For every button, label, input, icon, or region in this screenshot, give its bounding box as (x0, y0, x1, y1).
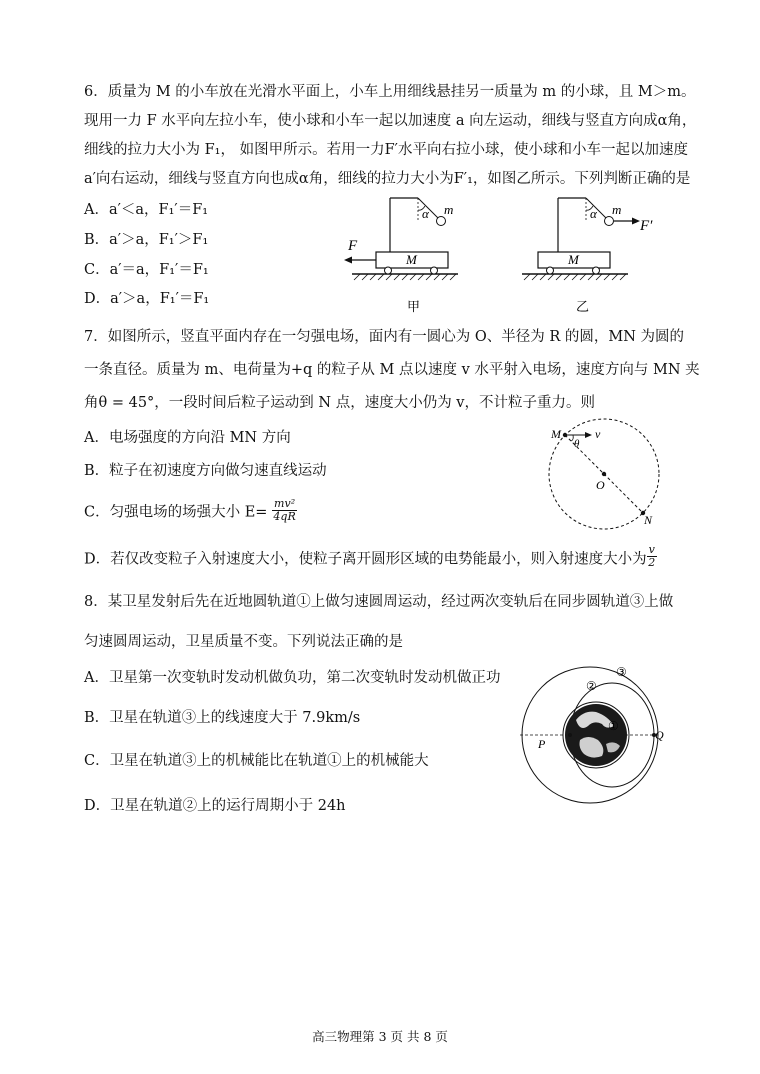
q6-option-a: A．a′＜a，F₁′＝F₁ (84, 202, 209, 218)
q6-figure-jia (340, 190, 470, 320)
svg-text:M: M (568, 252, 579, 267)
q7-stem-line-3: 角θ = 45°，一段时间后粒子运动到 N 点，速度大小仍为 v，不计粒子重力。则 (84, 395, 596, 411)
caption-jia: 甲 (407, 300, 421, 315)
velocity-label: v (595, 427, 601, 441)
point-m-label: M (551, 427, 561, 441)
angle-label: α (422, 206, 429, 221)
orbit-2-label: ② (586, 679, 597, 693)
q6-stem-line-3: 细线的拉力大小为 F₁， 如图甲所示。若用一力F′水平向右拉小球，使小球和小车一起以加速度 (84, 142, 688, 158)
page-footer: 高三物理第 3 页 共 8 页 (312, 1029, 448, 1044)
point-p-label: P (538, 737, 546, 751)
ball (437, 217, 446, 226)
caption-yi: 乙 (576, 300, 590, 315)
q7-stem-line-1: 7．如图所示，竖直平面内存在一匀强电场，面内有一圆心为 O、半径为 R 的圆，MN 为圆的 (84, 329, 684, 345)
ball-label: m (444, 202, 454, 217)
orbit-3-label: ③ (616, 665, 627, 679)
q8-option-c: C．卫星在轨道③上的机械能比在轨道①上的机械能大 (84, 753, 429, 769)
q8-option-a: A．卫星第一次变轨时发动机做负功，第二次变轨时发动机做正功 (84, 670, 501, 686)
q6-stem-line-4: a′向右运动，细线与竖直方向也成α角，细线的拉力大小为F′₁，如图乙所示。下列判断正确的是 (84, 171, 691, 187)
q7-option-b: B．粒子在初速度方向做匀速直线运动 (84, 463, 327, 479)
point-n-label: N (644, 513, 653, 527)
q7-option-d: D．若仅改变粒子入射速度大小，使粒子离开圆形区域的电势能最小，则入射速度大小为 $\frac{v}{2}$ (84, 543, 656, 569)
force-f-label: F (348, 238, 358, 254)
q6-stem-line-2: 现用一力 F 水平向左拉小车，使小球和小车一起以加速度 a 向左运动，细线与竖直方向成α角， (84, 113, 697, 129)
q8-stem-line-1: 8．某卫星发射后先在近地圆轨道①上做匀速圆周运动，经过两次变轨后在同步圆轨道③上做 (84, 594, 674, 610)
q6-option-c: C．a′＝a，F₁′＝F₁ (84, 262, 209, 278)
cart-label-m: M (406, 252, 417, 267)
force-f-prime-label: F′ (640, 218, 653, 234)
q7-option-a: A．电场强度的方向沿 MN 方向 (84, 430, 291, 446)
q6-figure-yi (510, 190, 660, 320)
point-o-label: O (596, 478, 605, 492)
q6-stem-line-1: 6．质量为 M 的小车放在光滑水平面上，小车上用细线悬挂另一质量为 m 的小球，且 M＞m。 (84, 84, 696, 100)
point-q-label: Q (655, 728, 664, 742)
theta-label: θ (574, 438, 580, 450)
svg-text:α: α (590, 206, 597, 221)
q7-option-c: C．匀强电场的场强大小 E= $\frac{\text{mv²}}{4qR}$ (84, 497, 296, 523)
q6-option-d: D．a′＞a，F₁′＝F₁ (84, 291, 210, 307)
q8-figure-orbits (510, 660, 680, 810)
q8-stem-line-2: 匀速圆周运动，卫星质量不变。下列说法正确的是 (84, 634, 403, 650)
q7-stem-line-2: 一条直径。质量为 m、电荷量为+q 的粒子从 M 点以速度 v 水平射入电场，速度方向与 MN 夹 (84, 362, 700, 378)
q8-option-d: D．卫星在轨道②上的运行周期小于 24h (84, 798, 346, 814)
q8-option-b: B．卫星在轨道③上的线速度大于 7.9km/s (84, 710, 361, 726)
orbit-1-label: ① (608, 719, 619, 733)
q6-option-b: B．a′＞a，F₁′＞F₁ (84, 232, 209, 248)
q7-figure-circle (540, 420, 670, 530)
svg-text:m: m (612, 202, 622, 217)
